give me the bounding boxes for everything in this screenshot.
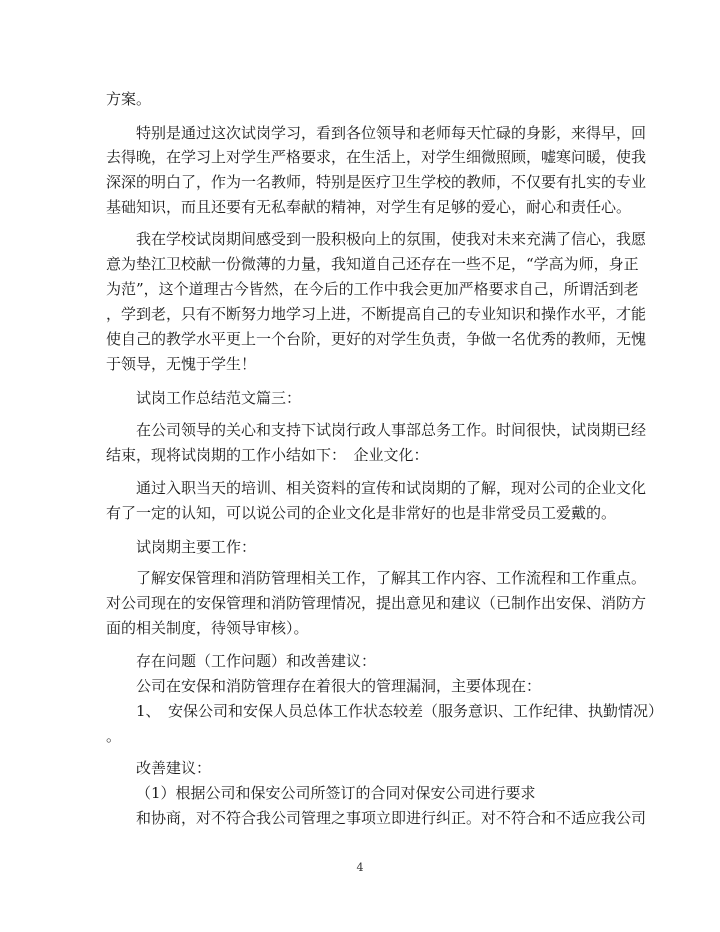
- text-line-4: 深深的明白了，作为一名教师，特别是医疗卫生学校的教师，不仅要有扎实的专业: [106, 173, 647, 191]
- text-line-19: 对公司现在的安保管理和消防管理情况，提出意见和建议（已制作出安保、消防方: [106, 594, 647, 612]
- text-line-16: 有了一定的认知，可以说公司的企业文化是非常好的也是非常受员工爱戴的。: [106, 504, 617, 522]
- page-number: 4: [356, 861, 364, 874]
- text-line-14: 结束，现将试岗期的工作小结如下： 企业文化：: [106, 446, 429, 464]
- text-line-15: 通过入职当天的培训、相关资料的宣传和试岗期的了解，现对公司的企业文化: [136, 479, 647, 497]
- text-line-10: 使自己的教学水平更上一个台阶，更好的对学生负责，争做一名优秀的教师，无愧: [106, 330, 647, 348]
- text-line-18: 了解安保管理和消防管理相关工作，了解其工作内容、工作流程和工作重点。: [136, 569, 647, 587]
- text-line-11: 于领导，无愧于学生！: [106, 355, 257, 373]
- text-line-20: 面的相关制度，待领导审核）。: [106, 619, 309, 637]
- text-line-7: 意为垫江卫校献一份微薄的力量，我知道自己还存在一些不足，“学高为师，身正: [106, 255, 639, 273]
- text-line-25: 改善建议：: [136, 759, 212, 777]
- text-line-24: 。: [106, 727, 122, 745]
- section-heading: 试岗工作总结范文篇三：: [136, 389, 302, 407]
- text-line-26: （1）根据公司和保安公司所签订的合同对保安公司进行要求: [136, 784, 536, 802]
- text-line-3: 去得晚，在学习上对学生严格要求，在生活上，对学生细微照顾，嘘寒问暖，使我: [106, 148, 647, 166]
- text-line-1: 方案。: [106, 90, 152, 108]
- text-line-27: 和协商，对不符合我公司管理之事项立即进行纠正。对不符合和不适应我公司: [136, 809, 647, 827]
- text-line-22: 公司在安保和消防管理存在着很大的管理漏洞，主要体现在：: [136, 677, 542, 695]
- text-line-6: 我在学校试岗期间感受到一股积极向上的氛围，使我对未来充满了信心，我愿: [136, 230, 647, 248]
- text-line-23: 1、 安保公司和安保人员总体工作状态较差（服务意识、工作纪律、执勤情况）: [136, 702, 664, 720]
- text-line-2: 特别是通过这次试岗学习，看到各位领导和老师每天忙碌的身影，来得早，回: [136, 124, 647, 142]
- text-line-5: 基础知识，而且还要有无私奉献的精神，对学生有足够的爱心，耐心和责任心。: [106, 198, 632, 216]
- text-line-8: 为范”，这个道理古今皆然，在今后的工作中我会更加严格要求自己，所谓活到老: [106, 280, 639, 298]
- text-line-9: ，学到老，只有不断努力地学习上进，不断提高自己的专业知识和操作水平，才能: [106, 305, 647, 323]
- text-line-13: 在公司领导的关心和支持下试岗行政人事部总务工作。时间很快，试岗期已经: [136, 421, 647, 439]
- text-line-21: 存在问题（工作问题）和改善建议：: [136, 652, 377, 670]
- text-line-17: 试岗期主要工作：: [136, 538, 257, 556]
